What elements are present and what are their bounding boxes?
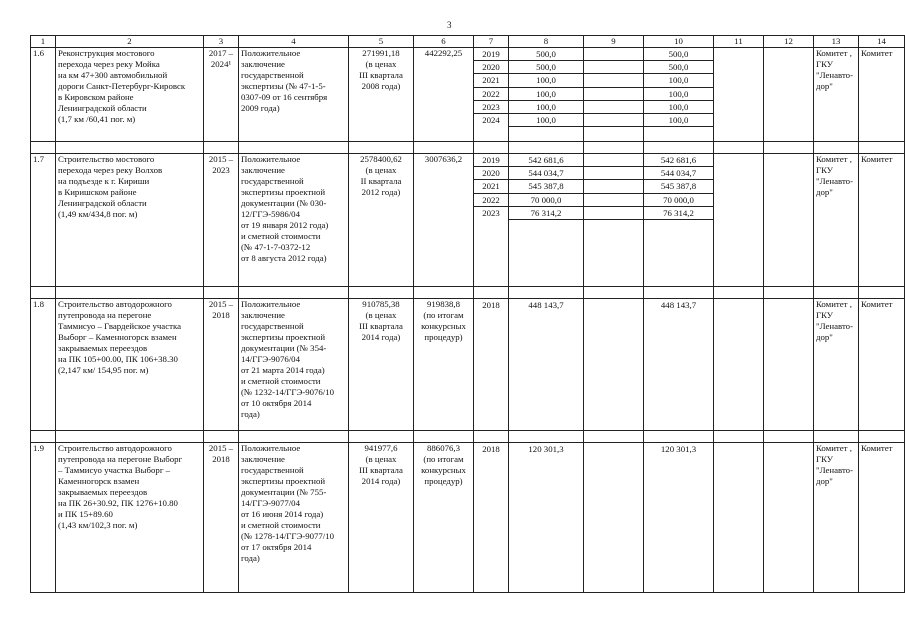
col-header: 6: [414, 36, 474, 48]
col-header: 5: [349, 36, 414, 48]
period-line: 2015 –: [208, 443, 234, 453]
separator-cell: [509, 142, 584, 154]
separator-cell: [764, 431, 814, 443]
empty-subcell: [584, 114, 643, 127]
year-value: 2023: [474, 101, 508, 114]
amount-cell: [509, 154, 584, 287]
header-row: [31, 36, 905, 48]
customer-line: "Ленавто-: [816, 176, 854, 186]
table-row: [31, 154, 905, 287]
object-name-line: – Таммисуо участка Выборг –: [58, 465, 171, 475]
customer-line: дор": [816, 476, 833, 486]
estimated-cost-line: 2012 года): [361, 187, 401, 197]
basis-line: от 8 августа 2012 года): [241, 253, 327, 263]
separator-cell: [474, 142, 509, 154]
separator-cell: [714, 142, 764, 154]
basis: [239, 443, 349, 593]
object-name-line: Строительство автодорожного: [58, 299, 172, 309]
object-name-line: перехода через реку Мойка: [58, 59, 160, 69]
empty-cell: [584, 443, 644, 593]
table-row: [31, 299, 905, 431]
separator-cell: [509, 431, 584, 443]
col-header: 3: [204, 36, 239, 48]
years-cell: [474, 299, 509, 431]
separator-cell: [814, 431, 859, 443]
total-cost: [414, 154, 474, 287]
empty-subcell: [584, 167, 643, 180]
amount-value: 542 681,6: [509, 154, 583, 167]
amount-value: 544 034,7: [644, 167, 713, 180]
estimated-cost-line: (в ценах: [365, 165, 397, 175]
basis-line: 2009 года): [241, 103, 280, 113]
object-name-line: (1,49 км/434,8 пог. м): [58, 209, 138, 219]
object-name-line: дороги Санкт-Петербург-Кировск: [58, 81, 186, 91]
object-name-line: Реконструкция мостового: [58, 48, 155, 58]
basis-line: экспертизы проектной: [241, 187, 326, 197]
estimated-cost-line: (в ценах: [365, 310, 397, 320]
object-name-line: на км 47+300 автомобильной: [58, 70, 168, 80]
customer-line: "Ленавто-: [816, 70, 854, 80]
empty-cell: [764, 48, 814, 142]
empty-subcell: [584, 101, 643, 114]
separator-cell: [31, 142, 56, 154]
basis-line: экспертизы проектной: [241, 476, 326, 486]
customer-line: дор": [816, 81, 833, 91]
total-cost-line: (по итогам: [423, 454, 464, 464]
object-name-line: Таммисуо – Гвардейское участка: [58, 321, 181, 331]
object-name: [56, 299, 204, 431]
basis: [239, 299, 349, 431]
empty-subcell: [584, 207, 643, 220]
customer-line: Комитет ,: [816, 299, 852, 309]
basis-line: Положительное: [241, 48, 301, 58]
basis: [239, 154, 349, 287]
col-header: 10: [644, 36, 714, 48]
item-number: 1.9: [31, 443, 56, 593]
basis-line: 0307-09 от 16 сентября: [241, 92, 328, 102]
year-value: 2022: [474, 88, 508, 101]
col-header: 13: [814, 36, 859, 48]
estimated-cost-line: (в ценах: [365, 59, 397, 69]
object-name-line: Каменногорск взамен: [58, 476, 140, 486]
amount-value: 100,0: [509, 74, 583, 87]
executor: Комитет: [859, 299, 905, 431]
estimated-cost-line: II квартала: [360, 176, 402, 186]
estimated-cost: [349, 443, 414, 593]
separator-cell: [644, 287, 714, 299]
separator-cell: [349, 431, 414, 443]
empty-cell: [764, 299, 814, 431]
item-number: 1.7: [31, 154, 56, 287]
object-name-line: Строительство мостового: [58, 154, 155, 164]
basis-line: (№ 1278-14/ГГЭ-9077/10: [241, 531, 335, 541]
amount-value: 542 681,6: [644, 154, 713, 167]
basis-line: Положительное: [241, 443, 301, 453]
col-header: 1: [31, 36, 56, 48]
period: [204, 443, 239, 593]
customer: [814, 154, 859, 287]
amount-value: 544 034,7: [509, 167, 583, 180]
col-header: 9: [584, 36, 644, 48]
customer-line: "Ленавто-: [816, 465, 854, 475]
basis-line: государственной: [241, 70, 304, 80]
total-cost-line: (по итогам: [423, 310, 464, 320]
total-cost-line: 919838,8: [427, 299, 460, 309]
empty-cell: [764, 154, 814, 287]
customer-line: Комитет ,: [816, 443, 852, 453]
basis-line: года): [241, 553, 260, 563]
period: [204, 299, 239, 431]
executor: Комитет: [859, 48, 905, 142]
separator-cell: [349, 287, 414, 299]
empty-cell: [764, 443, 814, 593]
estimated-cost: [349, 154, 414, 287]
basis-line: документации (№ 030-: [241, 198, 327, 208]
amount-value: 448 143,7: [528, 300, 564, 310]
estimated-cost: [349, 48, 414, 142]
estimated-cost-line: 271991,18: [362, 48, 400, 58]
col-header: 11: [714, 36, 764, 48]
basis-line: экспертизы проектной: [241, 332, 326, 342]
separator-cell: [414, 287, 474, 299]
amount-cell: [509, 48, 584, 142]
total-cost: [414, 443, 474, 593]
separator-cell: [474, 287, 509, 299]
total-cost-line: конкурсных: [421, 321, 466, 331]
amount-value: 120 301,3: [660, 444, 697, 454]
amount-value: 76 314,2: [644, 207, 713, 220]
customer-line: ГКУ: [816, 59, 834, 69]
basis-line: 14/ГГЭ-9077/04: [241, 498, 300, 508]
estimated-cost-line: 941977,6: [364, 443, 398, 453]
separator-cell: [714, 431, 764, 443]
separator-cell: [204, 142, 239, 154]
year-value: 2020: [474, 167, 508, 180]
amount-cell: [644, 443, 714, 593]
object-name-line: Ленинградской области: [58, 103, 147, 113]
investment-table: [30, 35, 905, 593]
estimated-cost-line: 2008 года): [361, 81, 401, 91]
object-name-line: Выборг – Каменногорск взамен: [58, 332, 177, 342]
object-name-line: закрываемых переездов: [58, 343, 148, 353]
empty-cell: [714, 299, 764, 431]
separator-cell: [644, 431, 714, 443]
estimated-cost-line: (в ценах: [365, 454, 397, 464]
amount-value: 100,0: [644, 74, 713, 87]
empty-subcell: [584, 88, 643, 101]
page-number: 3: [447, 20, 452, 30]
item-number: 1.8: [31, 299, 56, 431]
amount-value: 500,0: [509, 61, 583, 74]
year-value: 2020: [474, 61, 508, 74]
basis-line: заключение: [241, 454, 285, 464]
basis-line: и сметной стоимости: [241, 231, 321, 241]
separator-cell: [31, 287, 56, 299]
period: [204, 48, 239, 142]
amount-cell: [509, 299, 584, 431]
item-number: 1.6: [31, 48, 56, 142]
period-line: 2023: [212, 165, 230, 175]
empty-subcell: [584, 61, 643, 74]
total-cost-line: конкурсных: [421, 465, 466, 475]
amount-value: 500,0: [644, 48, 713, 61]
year-value: 2022: [474, 194, 508, 207]
separator-cell: [414, 142, 474, 154]
amount-cell: [644, 299, 714, 431]
basis: [239, 48, 349, 142]
basis-line: экспертизы (№ 47-1-5-: [241, 81, 326, 91]
separator-cell: [764, 142, 814, 154]
object-name-line: и ПК 15+89.60: [58, 509, 113, 519]
object-name: [56, 443, 204, 593]
amount-value: 70 000,0: [644, 194, 713, 207]
separator-cell: [509, 287, 584, 299]
object-name: [56, 154, 204, 287]
separator-cell: [584, 142, 644, 154]
basis-line: (№ 1232-14/ГГЭ-9076/10: [241, 387, 335, 397]
year-value: 2021: [474, 74, 508, 87]
amount-cell: [644, 154, 714, 287]
basis-line: и сметной стоимости: [241, 520, 321, 530]
basis-line: 12/ГГЭ-5986/04: [241, 209, 300, 219]
customer-line: Комитет ,: [816, 154, 852, 164]
year-value: 2019: [474, 48, 508, 61]
customer-line: Комитет ,: [816, 48, 852, 58]
basis-line: государственной: [241, 465, 304, 475]
estimated-cost-line: 2014 года): [361, 332, 401, 342]
estimated-cost-line: 2578400,62: [360, 154, 402, 164]
col-header: 8: [509, 36, 584, 48]
separator-cell: [714, 287, 764, 299]
basis-line: государственной: [241, 176, 304, 186]
empty-subcell: [584, 154, 643, 167]
basis-line: Положительное: [241, 154, 301, 164]
separator-cell: [239, 287, 349, 299]
basis-line: 14/ГГЭ-9076/04: [241, 354, 300, 364]
executor: Комитет: [859, 443, 905, 593]
estimated-cost-line: III квартала: [359, 465, 403, 475]
amount-value: 100,0: [509, 101, 583, 114]
total-cost-line: процедур): [424, 476, 463, 486]
separator-cell: [239, 142, 349, 154]
customer-line: ГКУ: [816, 165, 834, 175]
empty-subcell: [584, 194, 643, 207]
period-line: 2024¹: [210, 59, 232, 69]
object-name-line: закрываемых переездов: [58, 487, 148, 497]
separator-row: [31, 142, 905, 154]
separator-cell: [644, 142, 714, 154]
customer-line: ГКУ: [816, 310, 834, 320]
object-name-line: путепровода на перегоне Выборг: [58, 454, 183, 464]
col-header: 14: [859, 36, 905, 48]
total-cost: [414, 299, 474, 431]
period-line: 2015 –: [208, 154, 234, 164]
empty-cell: [584, 299, 644, 431]
basis-line: и сметной стоимости: [241, 376, 321, 386]
separator-cell: [239, 431, 349, 443]
separator-cell: [814, 287, 859, 299]
estimated-cost-line: III квартала: [359, 70, 403, 80]
basis-line: государственной: [241, 321, 304, 331]
separator-cell: [56, 431, 204, 443]
basis-line: года): [241, 409, 260, 419]
empty-cell: [584, 154, 644, 287]
basis-line: от 16 июня 2014 года): [241, 509, 324, 519]
separator-cell: [31, 431, 56, 443]
total-cost-line: 3007636,2: [424, 154, 463, 164]
object-name-line: (2,147 км/ 154,95 пог. м): [58, 365, 149, 375]
year-value: 2019: [474, 154, 508, 167]
amount-value: 120 301,3: [528, 444, 564, 454]
basis-line: от 10 октября 2014: [241, 398, 312, 408]
basis-line: от 17 октября 2014: [241, 542, 312, 552]
amount-value: 100,0: [509, 88, 583, 101]
total-cost-line: процедур): [424, 332, 463, 342]
years-cell: [474, 443, 509, 593]
customer: [814, 48, 859, 142]
basis-line: документации (№ 354-: [241, 343, 327, 353]
amount-cell: [509, 443, 584, 593]
separator-cell: [349, 142, 414, 154]
separator-cell: [56, 142, 204, 154]
separator-cell: [859, 287, 905, 299]
object-name-line: в Киришском районе: [58, 187, 137, 197]
empty-subcell: [584, 74, 643, 87]
period-line: 2018: [212, 310, 230, 320]
object-name-line: перехода через реку Волхов: [58, 165, 163, 175]
col-header: 2: [56, 36, 204, 48]
object-name-line: в Кировском районе: [58, 92, 134, 102]
years-cell: [474, 48, 509, 142]
amount-value: 500,0: [509, 48, 583, 61]
period-line: 2018: [212, 454, 230, 464]
empty-subcell: [584, 48, 643, 61]
amount-value: 100,0: [509, 114, 583, 127]
executor: Комитет: [859, 154, 905, 287]
object-name-line: путепровода на перегоне: [58, 310, 152, 320]
separator-cell: [474, 431, 509, 443]
object-name: [56, 48, 204, 142]
empty-cell: [714, 443, 764, 593]
year-value: 2018: [482, 444, 500, 454]
customer-line: дор": [816, 332, 833, 342]
amount-value: 448 143,7: [660, 300, 697, 310]
object-name-line: на ПК 105+00.00, ПК 106+38.30: [58, 354, 178, 364]
col-header: 7: [474, 36, 509, 48]
table-row: [31, 48, 905, 142]
separator-cell: [814, 142, 859, 154]
amount-value: 100,0: [644, 101, 713, 114]
basis-line: (№ 47-1-7-0372-12: [241, 242, 311, 252]
customer: [814, 299, 859, 431]
empty-subcell: [584, 180, 643, 193]
object-name-line: на подъезде к г. Кириши: [58, 176, 150, 186]
basis-line: заключение: [241, 59, 285, 69]
customer: [814, 443, 859, 593]
period-line: 2017 –: [208, 48, 234, 58]
separator-cell: [764, 287, 814, 299]
basis-line: заключение: [241, 310, 285, 320]
period: [204, 154, 239, 287]
separator-cell: [204, 431, 239, 443]
estimated-cost-line: 2014 года): [361, 476, 401, 486]
amount-value: 545 387,8: [509, 180, 583, 193]
amount-value: 545 387,8: [644, 180, 713, 193]
total-cost-line: 886076,3: [427, 443, 460, 453]
amount-value: 100,0: [644, 114, 713, 127]
year-value: 2024: [482, 114, 500, 125]
amount-value: 76 314,2: [509, 207, 583, 220]
amount-value: 100,0: [644, 88, 713, 101]
object-name-line: на ПК 26+30.92, ПК 1276+10.80: [58, 498, 178, 508]
estimated-cost: [349, 299, 414, 431]
empty-cell: [714, 154, 764, 287]
separator-cell: [584, 287, 644, 299]
separator-row: [31, 431, 905, 443]
basis-line: документации (№ 755-: [241, 487, 327, 497]
empty-cell: [584, 48, 644, 142]
customer-line: ГКУ: [816, 454, 834, 464]
basis-line: Положительное: [241, 299, 301, 309]
year-value: 2021: [474, 180, 508, 193]
separator-row: [31, 287, 905, 299]
amount-cell: [644, 48, 714, 142]
object-name-line: (1,7 км /60,41 пог. м): [58, 114, 136, 124]
col-header: 4: [239, 36, 349, 48]
basis-line: заключение: [241, 165, 285, 175]
years-cell: [474, 154, 509, 287]
basis-line: от 21 марта 2014 года): [241, 365, 325, 375]
separator-cell: [859, 431, 905, 443]
separator-cell: [859, 142, 905, 154]
year-value: 2023: [482, 207, 500, 218]
total-cost-line: 442292,25: [424, 48, 463, 58]
estimated-cost-line: III квартала: [359, 321, 403, 331]
total-cost: [414, 48, 474, 142]
table-row: [31, 443, 905, 593]
object-name-line: (1,43 км/102,3 пог. м): [58, 520, 138, 530]
object-name-line: Ленинградской области: [58, 198, 147, 208]
basis-line: от 19 января 2012 года): [241, 220, 329, 230]
year-value: 2018: [482, 300, 500, 310]
empty-cell: [714, 48, 764, 142]
estimated-cost-line: 910785,38: [362, 299, 400, 309]
customer-line: дор": [816, 187, 833, 197]
period-line: 2015 –: [208, 299, 234, 309]
col-header: 12: [764, 36, 814, 48]
amount-value: 70 000,0: [509, 194, 583, 207]
object-name-line: Строительство автодорожного: [58, 443, 172, 453]
separator-cell: [204, 287, 239, 299]
separator-cell: [414, 431, 474, 443]
customer-line: "Ленавто-: [816, 321, 854, 331]
amount-value: 500,0: [644, 61, 713, 74]
separator-cell: [584, 431, 644, 443]
separator-cell: [56, 287, 204, 299]
